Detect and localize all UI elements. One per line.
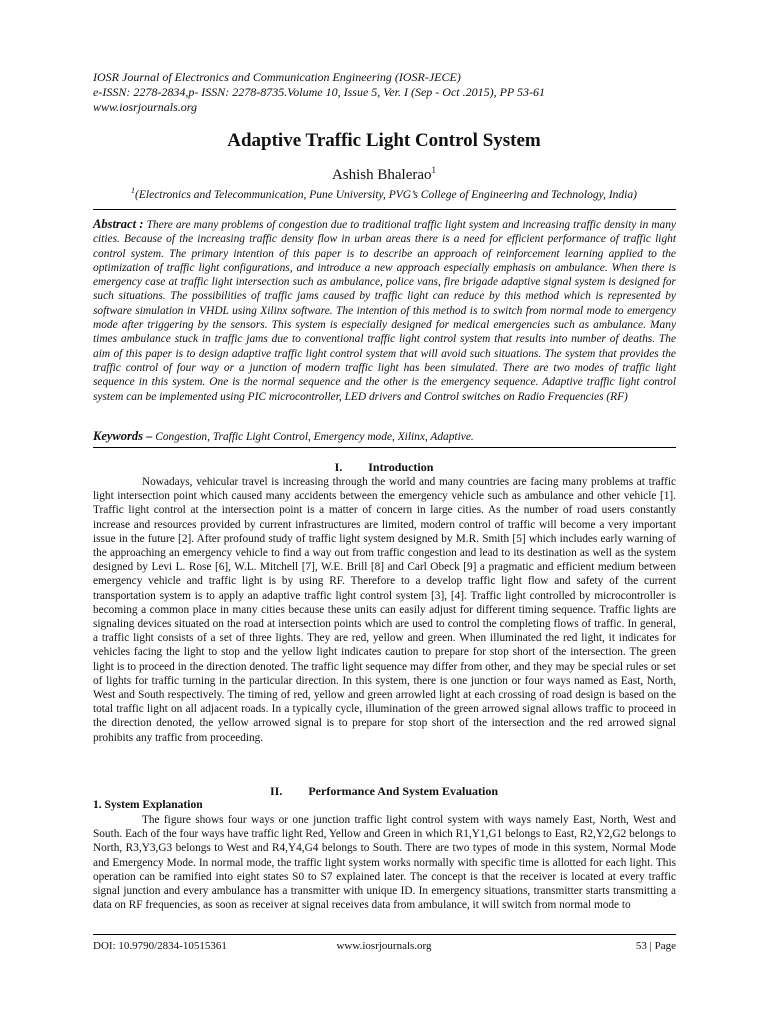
keywords	[93, 429, 676, 444]
author-line	[0, 165, 768, 184]
section-number: II.	[270, 784, 283, 798]
journal-name: IOSR Journal of Electronics and Communication Engineering (IOSR-JECE)	[93, 70, 461, 84]
section-heading-performance	[0, 784, 768, 799]
abstract-label: Abstract :	[93, 217, 144, 231]
paper-title: Adaptive Traffic Light Control System	[227, 130, 541, 151]
affiliation-superscript: 1	[131, 186, 136, 195]
abstract	[93, 217, 676, 404]
system-explanation-body	[93, 813, 676, 912]
affiliation-line	[0, 186, 768, 201]
footer-page-number: 53 | Page	[635, 940, 676, 952]
author-superscript: 1	[431, 165, 437, 175]
footer-doi: DOI: 10.9790/2834-10515361	[93, 940, 227, 952]
keywords-label: Keywords –	[93, 429, 153, 443]
author-name: Ashish Bhalerao	[331, 167, 432, 183]
section-heading-introduction	[0, 460, 768, 475]
introduction-paragraph: Nowadays, vehicular travel is increasing through the world and many countries are facing many problems at traffic light intersection point which caused many accidents between the emergency vehicle such as ambulance and other vehicle [1]. Traffic light control at the intersection point is a matter of concern in large cities. As the number of road users constantly increase and resources provided by current infrastructures are limited, modern control of traffic will become a very important issue in the future [2]. After profound study of traffic light system designed by M.R. Smith [5] which includes early warning of the approaching an emergency vehicle to find a way out from traffic congestion and lead to its destination as well as the system designed by Levi L. Rose [6], W.L. Mitchell [7], W.E. Brill [8] and Carl Obeck [9] a pragmatic and efficient medium between emergency vehicle and traffic light is by using RF. Therefore to a develop traffic light flow and safety of the current transportation system is to apply an adaptive traffic light control system [3], [4]. Traffic light controlled by microcontroller is becoming a common place in many cities because these units can easily adjust for different timing sequence. Traffic lights are signaling devices situated on the road at intersection points which are used to control the completing flows of traffic. In general, a traffic light consists of a set of three lights. They are red, yellow and green. When illuminated the red light, it indicates for vehicles facing the light to stop and the yellow light indicates caution to prepare for stop short of the intersection. The green light is to proceed in the direction denoted. The traffic light sequence may differ from other, and they may be special rules or set of lights for traffic turning in the particular direction. In this system, there is one junction or four ways named as East, North, West and South respectively. The timing of red, yellow and green arrowled light at each crossing of road design is based on the total traffic light on all adjacent roads. In a typically cycle, illumination of the green arrowed signal allows traffic to proceed in the direction denoted, the yellow arrowed signal is to prepare for stop short of the intersection and the red arrowed signal prohibits any traffic from proceeding.	[93, 476, 676, 744]
section-title: Introduction	[368, 460, 434, 474]
system-explanation-paragraph: The figure shows four ways or one junction traffic light control system with ways namely East, North, West and South. Each of the four ways have traffic light Red, Yellow and Green in which R1,Y1,G1 belongs to East, R2,Y2,G2 belongs to North, R3,Y3,G3 belongs to West and R4,Y4,G4 belongs to South. There are two types of mode in this system, Normal Mode and Emergency Mode. In normal mode, the traffic light system works normally with specific time is allotted for each light. This operation can be ramified into eight states S0 to S7 explained later. The concept is that the receiver is located at every traffic signal junction and every ambulance has a transmitter with unique ID. In emergency situations, transmitter starts transmitting a data on RF frequencies, as soon as receiver at signal receives data from ambulance, it will switch from normal mode to	[93, 814, 676, 912]
journal-header	[93, 70, 693, 115]
section-number: I.	[334, 460, 343, 474]
subsection-heading: 1. System Explanation	[93, 799, 203, 811]
journal-issn: e-ISSN: 2278-2834,p- ISSN: 2278-8735.Volume 10, Issue 5, Ver. I (Sep - Oct .2015), PP 53-61	[93, 85, 546, 99]
footer-divider	[93, 934, 676, 935]
footer-site[interactable]: www.iosrjournals.org	[336, 940, 432, 952]
journal-url[interactable]: www.iosrjournals.org	[93, 100, 198, 114]
section-title: Performance And System Evaluation	[308, 784, 498, 798]
affiliation: (Electronics and Telecommunication, Pune University, PVG’s College of Engineering and Technology, India)	[135, 188, 637, 201]
introduction-body	[93, 475, 676, 745]
keywords-text: Congestion, Traffic Light Control, Emergency mode, Xilinx, Adaptive.	[155, 431, 474, 443]
abstract-divider	[93, 447, 676, 448]
abstract-text: There are many problems of congestion due to traditional traffic light system and increasing traffic density in many cities. Because of the increasing traffic density flow in urban areas there is a need for efficient performance of traffic light control system. The primary intention of this paper is to describe an approach of reinforcement learning applied to the optimization of traffic light configurations, and introduce a new approach especially emphasis on ambulance. When there is emergency case at traffic light intersection such as ambulance, police vans, fire brigade adaptive signal system is designed for such situations. The possibilities of traffic jams caused by traffic light can reduce by this method which is represented by software simulation in VHDL using Xilinx software. The intention of this method is to switch from normal mode to emergency mode after triggering by the sensors. This system is especially designed for medical emergencies such as ambulance. Many times ambulance stuck in traffic jams due to conventional traffic light control system that results into number of deaths. The aim of this paper is to design adaptive traffic light control system that will avoid such situations. The system that provides the traffic control of four way or a junction of modern traffic light has been simulated. There are two modes of traffic light sequence in this system. One is the normal sequence and the other is the emergency sequence. Adaptive traffic light control system can be implemented using PIC microcontroller, LED drivers and Control switches on Radio Frequencies (RF)	[93, 219, 676, 403]
top-divider	[93, 209, 676, 210]
